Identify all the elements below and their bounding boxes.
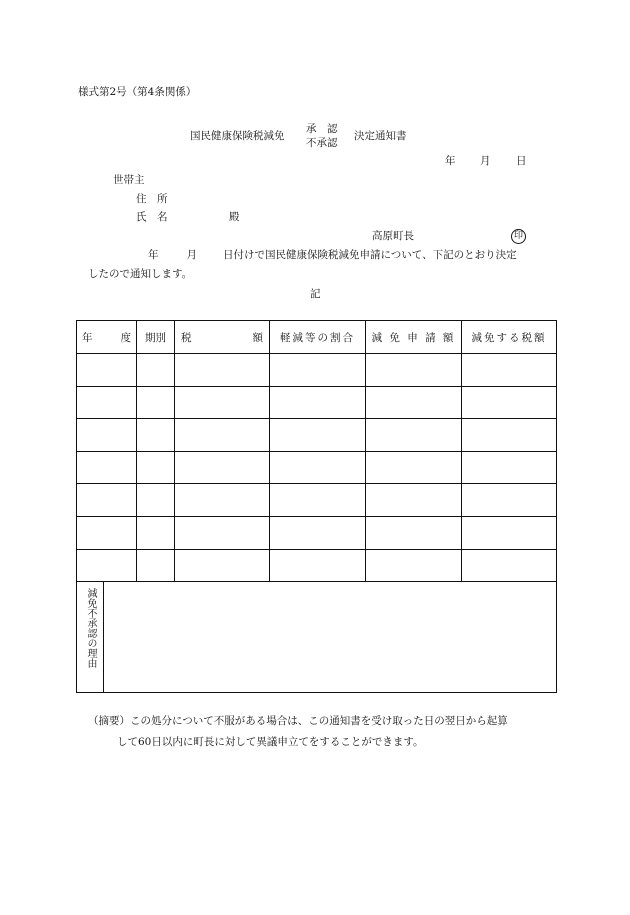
remarks-line-1: （摘要）この処分について不服がある場合は、この通知書を受け取った日の翌日から起算 bbox=[88, 715, 508, 727]
cell-reduce[interactable] bbox=[462, 386, 557, 419]
cell-ratio[interactable] bbox=[270, 549, 366, 582]
cell-apply[interactable] bbox=[366, 516, 462, 549]
reason-label: 減免不承認の理由 bbox=[85, 588, 96, 669]
body-month-label: 月 bbox=[186, 249, 197, 261]
table-row bbox=[77, 484, 557, 517]
header-year-char2: 度 bbox=[120, 331, 131, 344]
cell-period[interactable] bbox=[137, 419, 175, 452]
cell-ratio[interactable] bbox=[270, 516, 366, 549]
cell-period[interactable] bbox=[137, 549, 175, 582]
cell-ratio[interactable] bbox=[270, 484, 366, 517]
name-label: 氏 名 bbox=[136, 211, 168, 223]
tax-reduction-table bbox=[76, 320, 557, 693]
table-row bbox=[77, 549, 557, 582]
cell-reduce[interactable] bbox=[462, 484, 557, 517]
choice-reject: 不承認 bbox=[306, 137, 338, 149]
table-row bbox=[77, 354, 557, 387]
reason-label-cell bbox=[77, 582, 104, 693]
cell-year[interactable] bbox=[77, 419, 137, 452]
header-tax-char1: 税 bbox=[181, 331, 192, 344]
cell-apply[interactable] bbox=[366, 419, 462, 452]
table-row bbox=[77, 451, 557, 484]
cell-apply[interactable] bbox=[366, 549, 462, 582]
cell-year[interactable] bbox=[77, 484, 137, 517]
cell-apply[interactable] bbox=[366, 451, 462, 484]
date-month-label: 月 bbox=[480, 155, 491, 167]
cell-period[interactable] bbox=[137, 386, 175, 419]
header-year-char1: 年 bbox=[82, 331, 93, 344]
mayor-title: 高原町長 bbox=[372, 230, 414, 242]
cell-reduce[interactable] bbox=[462, 419, 557, 452]
table-row bbox=[77, 419, 557, 452]
cell-reduce[interactable] bbox=[462, 451, 557, 484]
cell-tax[interactable] bbox=[175, 354, 270, 387]
header-tax-char2: 額 bbox=[252, 331, 263, 344]
cell-apply[interactable] bbox=[366, 484, 462, 517]
cell-year[interactable] bbox=[77, 549, 137, 582]
cell-reduce[interactable] bbox=[462, 549, 557, 582]
reason-row bbox=[77, 582, 557, 693]
cell-tax[interactable] bbox=[175, 386, 270, 419]
notice-title-suffix: 決定通知書 bbox=[354, 130, 407, 142]
header-reduced-tax: 減免する税額 bbox=[462, 321, 557, 354]
cell-period[interactable] bbox=[137, 516, 175, 549]
header-reduction-ratio: 軽減等の割合 bbox=[270, 321, 366, 354]
seal-mark: 印 bbox=[511, 229, 526, 244]
header-application-amount: 減 免 申 請 額 bbox=[366, 321, 462, 354]
cell-year[interactable] bbox=[77, 451, 137, 484]
cell-ratio[interactable] bbox=[270, 419, 366, 452]
cell-ratio[interactable] bbox=[270, 354, 366, 387]
date-day-label: 日 bbox=[516, 155, 527, 167]
honorific: 殿 bbox=[229, 211, 240, 223]
form-number: 様式第2号（第4条関係） bbox=[78, 86, 197, 98]
header-period: 期別 bbox=[137, 321, 175, 354]
household-head-label: 世帯主 bbox=[113, 174, 145, 186]
cell-tax[interactable] bbox=[175, 516, 270, 549]
table-row bbox=[77, 516, 557, 549]
cell-tax[interactable] bbox=[175, 419, 270, 452]
cell-reduce[interactable] bbox=[462, 516, 557, 549]
cell-period[interactable] bbox=[137, 451, 175, 484]
cell-ratio[interactable] bbox=[270, 451, 366, 484]
body-line-1-text: 日付けで国民健康保険税減免申請について、下記のとおり決定 bbox=[223, 249, 517, 261]
cell-tax[interactable] bbox=[175, 549, 270, 582]
cell-apply[interactable] bbox=[366, 386, 462, 419]
cell-reduce[interactable] bbox=[462, 354, 557, 387]
body-line-2: したので通知します。 bbox=[88, 268, 193, 280]
cell-year[interactable] bbox=[77, 386, 137, 419]
cell-apply[interactable] bbox=[366, 354, 462, 387]
table-row bbox=[77, 386, 557, 419]
cell-ratio[interactable] bbox=[270, 386, 366, 419]
body-line-1 bbox=[148, 250, 517, 261]
notice-title-prefix: 国民健康保険税減免 bbox=[190, 130, 285, 142]
address-label: 住 所 bbox=[136, 193, 168, 205]
choice-approve: 承 認 bbox=[306, 123, 338, 135]
cell-year[interactable] bbox=[77, 354, 137, 387]
date-year-label: 年 bbox=[445, 155, 456, 167]
cell-period[interactable] bbox=[137, 354, 175, 387]
remarks-line-2: して60日以内に町長に対して異議申立てをすることができます。 bbox=[117, 736, 424, 748]
ki-heading: 記 bbox=[310, 288, 321, 300]
cell-year[interactable] bbox=[77, 516, 137, 549]
body-year-label: 年 bbox=[148, 249, 159, 261]
table-header-row bbox=[77, 321, 557, 354]
cell-period[interactable] bbox=[137, 484, 175, 517]
header-year bbox=[77, 321, 137, 354]
reason-field[interactable] bbox=[104, 582, 557, 693]
cell-tax[interactable] bbox=[175, 484, 270, 517]
cell-tax[interactable] bbox=[175, 451, 270, 484]
header-tax-amount bbox=[175, 321, 270, 354]
